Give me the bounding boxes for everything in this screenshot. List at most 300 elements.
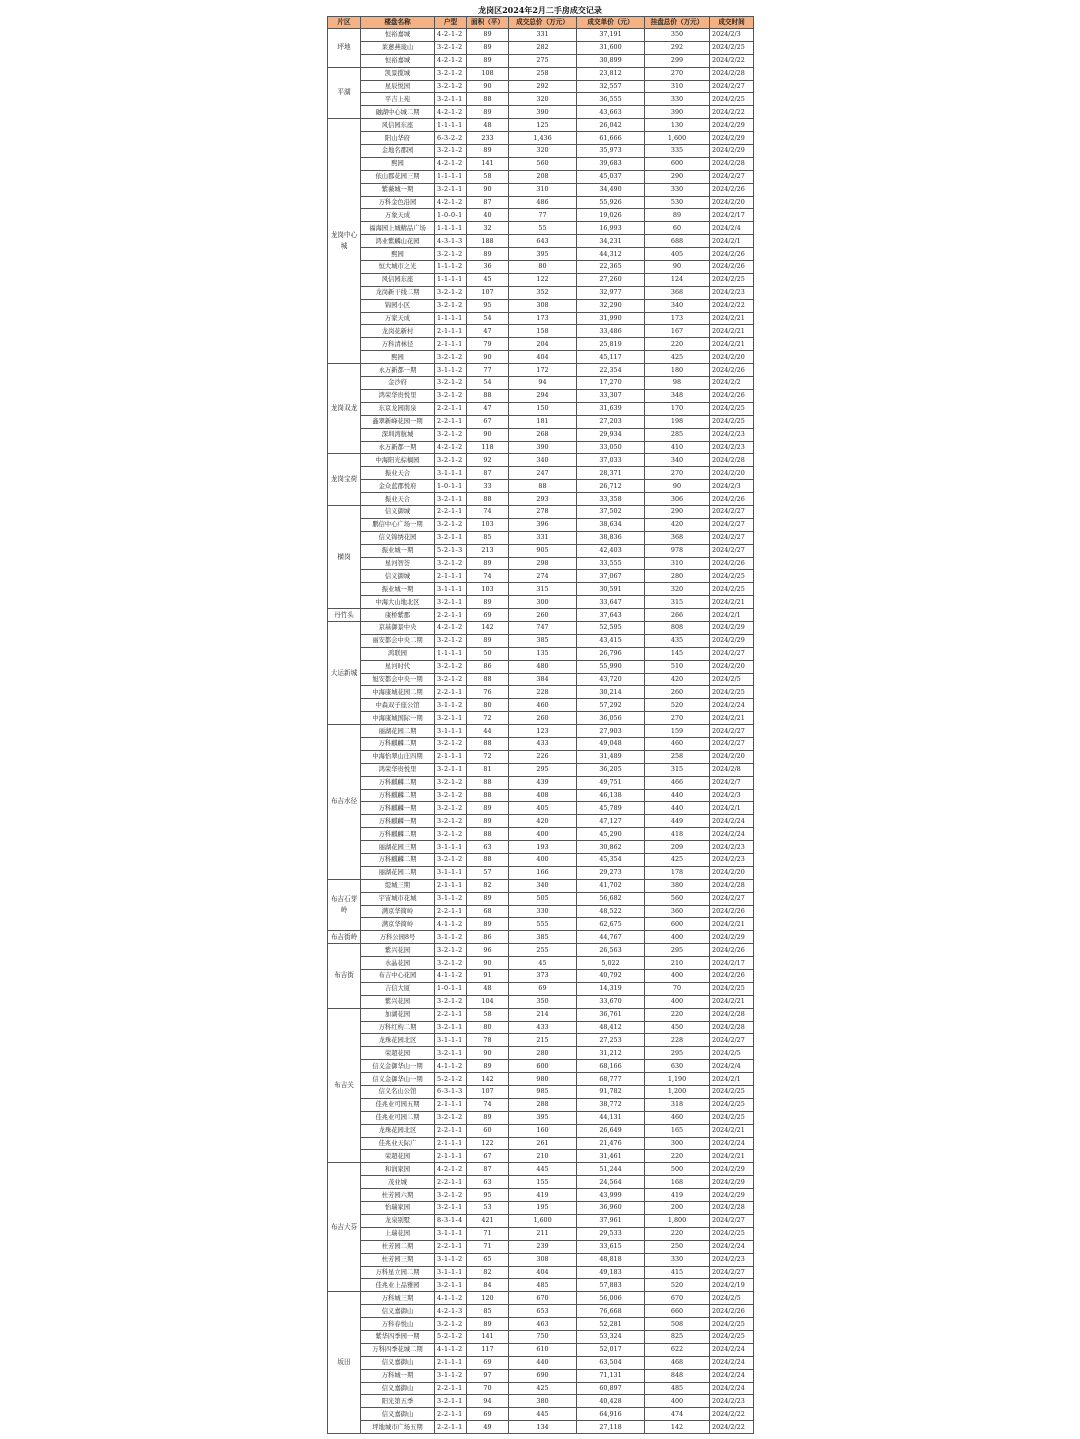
project-name-cell: 恒大城市之光: [361, 261, 435, 274]
table-row: [328, 1034, 754, 1047]
area-size-cell: 50: [467, 647, 509, 660]
unit-price-cell: 49,048: [577, 737, 645, 750]
layout-cell: 2-1-1-1: [435, 1150, 467, 1163]
unit-price-cell: 40,428: [577, 1395, 645, 1408]
layout-cell: 1-1-1-1: [435, 222, 467, 235]
table-row: [328, 1292, 754, 1305]
deal-date-cell: 2024/2/25: [710, 570, 754, 583]
deal-date-cell: 2024/2/23: [710, 286, 754, 299]
unit-price-cell: 43,415: [577, 634, 645, 647]
project-name-cell: 福海园上城精品广场: [361, 222, 435, 235]
listing-price-cell: 220: [645, 338, 710, 351]
deal-date-cell: 2024/2/26: [710, 557, 754, 570]
unit-price-cell: 33,486: [577, 325, 645, 338]
deal-total-cell: 258: [509, 67, 577, 80]
layout-cell: 3-2-1-2: [435, 673, 467, 686]
project-name-cell: 佳兆业天际广: [361, 1137, 435, 1150]
district-cell: 横岗: [328, 505, 361, 608]
deal-total-cell: 208: [509, 170, 577, 183]
unit-price-cell: 16,993: [577, 222, 645, 235]
deal-total-cell: 293: [509, 493, 577, 506]
deal-total-cell: 395: [509, 248, 577, 261]
unit-price-cell: 56,006: [577, 1292, 645, 1305]
deal-total-cell: 400: [509, 828, 577, 841]
deal-total-cell: 214: [509, 1008, 577, 1021]
deal-date-cell: 2024/2/27: [710, 1266, 754, 1279]
area-size-cell: 86: [467, 931, 509, 944]
layout-cell: 3-2-1-1: [435, 1047, 467, 1060]
listing-price-cell: 330: [645, 183, 710, 196]
area-size-cell: 80: [467, 699, 509, 712]
area-size-cell: 89: [467, 54, 509, 67]
unit-price-cell: 37,067: [577, 570, 645, 583]
table-row: [328, 918, 754, 931]
table-row: [328, 737, 754, 750]
deal-date-cell: 2024/2/4: [710, 222, 754, 235]
table-row: [328, 402, 754, 415]
table-row: [328, 441, 754, 454]
table-row: [328, 248, 754, 261]
layout-cell: 3-2-1-2: [435, 389, 467, 402]
area-size-cell: 85: [467, 531, 509, 544]
project-name-cell: 振业天合: [361, 467, 435, 480]
table-row: [328, 802, 754, 815]
listing-price-cell: 419: [645, 1189, 710, 1202]
deal-date-cell: 2024/2/29: [710, 145, 754, 158]
deal-total-cell: 320: [509, 93, 577, 106]
deal-total-cell: 340: [509, 879, 577, 892]
layout-cell: 2-1-1-1: [435, 750, 467, 763]
project-name-cell: 信义嘉御山: [361, 1356, 435, 1369]
deal-total-cell: 390: [509, 106, 577, 119]
listing-price-cell: 474: [645, 1408, 710, 1421]
area-size-cell: 88: [467, 854, 509, 867]
project-name-cell: 信义嘉御山: [361, 1305, 435, 1318]
layout-cell: 3-2-1-2: [435, 634, 467, 647]
deal-total-cell: 485: [509, 1279, 577, 1292]
deal-date-cell: 2024/2/25: [710, 1086, 754, 1099]
project-name-cell: 怡瑞家园: [361, 1202, 435, 1215]
listing-price-cell: 460: [645, 1111, 710, 1124]
project-name-cell: 龙岗花新村: [361, 325, 435, 338]
unit-price-cell: 36,205: [577, 763, 645, 776]
area-size-cell: 68: [467, 905, 509, 918]
project-name-cell: 金沙府: [361, 377, 435, 390]
listing-price-cell: 178: [645, 866, 710, 879]
table-row: [328, 1382, 754, 1395]
table-row: [328, 841, 754, 854]
listing-price-cell: 310: [645, 557, 710, 570]
area-size-cell: 90: [467, 80, 509, 93]
district-cell: 布吉石芽岭: [328, 879, 361, 931]
listing-price-cell: 808: [645, 621, 710, 634]
table-row: [328, 905, 754, 918]
deal-date-cell: 2024/2/27: [710, 518, 754, 531]
listing-price-cell: 435: [645, 634, 710, 647]
deal-total-cell: 445: [509, 1163, 577, 1176]
deal-total-cell: 300: [509, 596, 577, 609]
unit-price-cell: 34,490: [577, 183, 645, 196]
layout-cell: 3-1-1-1: [435, 1034, 467, 1047]
listing-price-cell: 180: [645, 364, 710, 377]
project-name-cell: 荣超花园: [361, 1150, 435, 1163]
layout-cell: 1-1-1-1: [435, 119, 467, 132]
project-name-cell: 信义嘉御山: [361, 1408, 435, 1421]
transaction-table: [327, 16, 754, 1434]
project-name-cell: 紫薇城一期: [361, 183, 435, 196]
project-name-cell: 鸿联园: [361, 647, 435, 660]
unit-price-cell: 36,761: [577, 1008, 645, 1021]
layout-cell: 3-2-1-2: [435, 377, 467, 390]
deal-total-cell: 239: [509, 1240, 577, 1253]
deal-date-cell: 2024/2/22: [710, 1421, 754, 1434]
area-size-cell: 47: [467, 325, 509, 338]
area-size-cell: 45: [467, 273, 509, 286]
layout-cell: 1-1-1-1: [435, 170, 467, 183]
unit-price-cell: 55,926: [577, 196, 645, 209]
layout-cell: 6-3-1-3: [435, 1086, 467, 1099]
table-row: [328, 312, 754, 325]
unit-price-cell: 17,270: [577, 377, 645, 390]
project-name-cell: 万科公园8号: [361, 931, 435, 944]
area-size-cell: 82: [467, 1266, 509, 1279]
layout-cell: 3-2-1-2: [435, 1318, 467, 1331]
listing-price-cell: 130: [645, 119, 710, 132]
project-name-cell: 风信园东座: [361, 273, 435, 286]
area-size-cell: 70: [467, 1382, 509, 1395]
unit-price-cell: 46,138: [577, 789, 645, 802]
unit-price-cell: 45,789: [577, 802, 645, 815]
table-row: [328, 93, 754, 106]
deal-date-cell: 2024/2/25: [710, 1111, 754, 1124]
deal-date-cell: 2024/2/29: [710, 119, 754, 132]
project-name-cell: 上瑞花园: [361, 1227, 435, 1240]
deal-date-cell: 2024/2/5: [710, 1047, 754, 1060]
table-row: [328, 222, 754, 235]
table-row: [328, 1279, 754, 1292]
table-row: [328, 750, 754, 763]
layout-cell: 2-2-1-1: [435, 1240, 467, 1253]
deal-total-cell: 268: [509, 428, 577, 441]
deal-total-cell: 460: [509, 699, 577, 712]
table-row: [328, 789, 754, 802]
deal-total-cell: 380: [509, 1395, 577, 1408]
deal-total-cell: 352: [509, 286, 577, 299]
listing-price-cell: 1,600: [645, 132, 710, 145]
area-size-cell: 76: [467, 686, 509, 699]
listing-price-cell: 520: [645, 1279, 710, 1292]
deal-date-cell: 2024/2/26: [710, 970, 754, 983]
deal-date-cell: 2024/2/17: [710, 957, 754, 970]
unit-price-cell: 14,319: [577, 982, 645, 995]
listing-price-cell: 600: [645, 157, 710, 170]
listing-price-cell: 98: [645, 377, 710, 390]
deal-total-cell: 373: [509, 970, 577, 983]
district-cell: 布吉关: [328, 1008, 361, 1163]
project-name-cell: 振业天合: [361, 493, 435, 506]
listing-price-cell: 220: [645, 1008, 710, 1021]
project-name-cell: 熙园: [361, 351, 435, 364]
project-name-cell: 万科清林径: [361, 338, 435, 351]
deal-date-cell: 2024/2/28: [710, 454, 754, 467]
deal-total-cell: 292: [509, 80, 577, 93]
listing-price-cell: 368: [645, 286, 710, 299]
table-row: [328, 1318, 754, 1331]
project-name-cell: 星河时代: [361, 660, 435, 673]
project-name-cell: 和润家园: [361, 1163, 435, 1176]
deal-total-cell: 480: [509, 660, 577, 673]
area-size-cell: 88: [467, 737, 509, 750]
deal-date-cell: 2024/2/21: [710, 596, 754, 609]
listing-price-cell: 220: [645, 1150, 710, 1163]
column-header: 片区: [328, 17, 361, 29]
layout-cell: 4-2-1-3: [435, 1305, 467, 1318]
deal-date-cell: 2024/2/26: [710, 364, 754, 377]
table-row: [328, 1240, 754, 1253]
unit-price-cell: 33,670: [577, 995, 645, 1008]
project-name-cell: 杜芳园六期: [361, 1189, 435, 1202]
unit-price-cell: 27,253: [577, 1034, 645, 1047]
deal-total-cell: 420: [509, 815, 577, 828]
column-header: 挂盘总价（万元）: [645, 17, 710, 29]
listing-price-cell: 390: [645, 106, 710, 119]
listing-price-cell: 449: [645, 815, 710, 828]
listing-price-cell: 70: [645, 982, 710, 995]
deal-date-cell: 2024/2/29: [710, 1176, 754, 1189]
layout-cell: 2-2-1-1: [435, 1124, 467, 1137]
listing-price-cell: 320: [645, 583, 710, 596]
area-size-cell: 120: [467, 1292, 509, 1305]
unit-price-cell: 41,702: [577, 879, 645, 892]
project-name-cell: 深圳湾航城: [361, 428, 435, 441]
area-size-cell: 103: [467, 583, 509, 596]
deal-date-cell: 2024/2/25: [710, 402, 754, 415]
deal-date-cell: 2024/2/4: [710, 1060, 754, 1073]
table-row: [328, 80, 754, 93]
unit-price-cell: 44,131: [577, 1111, 645, 1124]
project-name-cell: 丽湖花园三期: [361, 841, 435, 854]
table-row: [328, 686, 754, 699]
project-name-cell: 万科麒麟二期: [361, 737, 435, 750]
deal-date-cell: 2024/2/27: [710, 725, 754, 738]
listing-price-cell: 460: [645, 737, 710, 750]
deal-total-cell: 308: [509, 1253, 577, 1266]
unit-price-cell: 33,647: [577, 596, 645, 609]
project-name-cell: 万科城一期: [361, 1369, 435, 1382]
table-row: [328, 1214, 754, 1227]
deal-total-cell: 226: [509, 750, 577, 763]
unit-price-cell: 62,675: [577, 918, 645, 931]
table-row: [328, 660, 754, 673]
area-size-cell: 107: [467, 286, 509, 299]
deal-total-cell: 440: [509, 1356, 577, 1369]
project-name-cell: 满京华简岭: [361, 918, 435, 931]
table-row: [328, 493, 754, 506]
listing-price-cell: 630: [645, 1060, 710, 1073]
area-size-cell: 88: [467, 389, 509, 402]
area-size-cell: 87: [467, 1163, 509, 1176]
unit-price-cell: 34,231: [577, 235, 645, 248]
deal-date-cell: 2024/2/28: [710, 67, 754, 80]
project-name-cell: 金众蓝郡悦府: [361, 480, 435, 493]
listing-price-cell: 622: [645, 1343, 710, 1356]
unit-price-cell: 57,292: [577, 699, 645, 712]
area-size-cell: 40: [467, 209, 509, 222]
deal-date-cell: 2024/2/27: [710, 544, 754, 557]
area-size-cell: 89: [467, 892, 509, 905]
deal-total-cell: 560: [509, 157, 577, 170]
deal-date-cell: 2024/2/7: [710, 776, 754, 789]
project-name-cell: 信义名山公馆: [361, 1086, 435, 1099]
area-size-cell: 88: [467, 673, 509, 686]
listing-price-cell: 400: [645, 1395, 710, 1408]
deal-total-cell: 80: [509, 261, 577, 274]
listing-price-cell: 560: [645, 892, 710, 905]
area-size-cell: 74: [467, 570, 509, 583]
deal-total-cell: 247: [509, 467, 577, 480]
deal-total-cell: 275: [509, 54, 577, 67]
area-size-cell: 86: [467, 660, 509, 673]
area-size-cell: 67: [467, 415, 509, 428]
area-size-cell: 94: [467, 1395, 509, 1408]
table-row: [328, 1356, 754, 1369]
deal-date-cell: 2024/2/5: [710, 1292, 754, 1305]
table-row: [328, 995, 754, 1008]
unit-price-cell: 45,290: [577, 828, 645, 841]
listing-price-cell: 688: [645, 235, 710, 248]
deal-date-cell: 2024/2/25: [710, 583, 754, 596]
unit-price-cell: 26,563: [577, 944, 645, 957]
listing-price-cell: 600: [645, 918, 710, 931]
deal-date-cell: 2024/2/24: [710, 828, 754, 841]
unit-price-cell: 26,042: [577, 119, 645, 132]
layout-cell: 3-2-1-2: [435, 428, 467, 441]
project-name-cell: 佳兆业可园五期: [361, 1098, 435, 1111]
layout-cell: 3-2-1-2: [435, 145, 467, 158]
project-name-cell: 恒裕嘉城: [361, 54, 435, 67]
deal-total-cell: 385: [509, 931, 577, 944]
layout-cell: 3-2-1-1: [435, 493, 467, 506]
project-name-cell: 中海康城国际一期: [361, 712, 435, 725]
deal-total-cell: 261: [509, 1137, 577, 1150]
area-size-cell: 74: [467, 1098, 509, 1111]
layout-cell: 1-1-1-1: [435, 312, 467, 325]
listing-price-cell: 306: [645, 493, 710, 506]
deal-date-cell: 2024/2/27: [710, 505, 754, 518]
listing-price-cell: 270: [645, 712, 710, 725]
area-size-cell: 92: [467, 454, 509, 467]
deal-date-cell: 2024/2/21: [710, 995, 754, 1008]
district-cell: 丹竹头: [328, 609, 361, 622]
unit-price-cell: 61,666: [577, 132, 645, 145]
table-row: [328, 377, 754, 390]
project-name-cell: 鸿荣华贵悦里: [361, 389, 435, 402]
listing-price-cell: 258: [645, 750, 710, 763]
area-size-cell: 213: [467, 544, 509, 557]
project-name-cell: 万科麒麟二期: [361, 854, 435, 867]
project-name-cell: 振业城一期: [361, 544, 435, 557]
deal-total-cell: 486: [509, 196, 577, 209]
deal-date-cell: 2024/2/26: [710, 183, 754, 196]
unit-price-cell: 25,819: [577, 338, 645, 351]
unit-price-cell: 32,977: [577, 286, 645, 299]
unit-price-cell: 31,600: [577, 41, 645, 54]
layout-cell: 3-2-1-2: [435, 67, 467, 80]
area-size-cell: 96: [467, 944, 509, 957]
layout-cell: 4-1-1-2: [435, 1292, 467, 1305]
deal-total-cell: 173: [509, 312, 577, 325]
unit-price-cell: 36,056: [577, 712, 645, 725]
project-name-cell: 康桥紫郡: [361, 609, 435, 622]
project-name-cell: 信义御城: [361, 570, 435, 583]
deal-total-cell: 331: [509, 531, 577, 544]
layout-cell: 3-1-1-1: [435, 1227, 467, 1240]
project-name-cell: 杜芳园三期: [361, 1253, 435, 1266]
layout-cell: 3-2-1-2: [435, 957, 467, 970]
layout-cell: 4-1-1-2: [435, 970, 467, 983]
listing-price-cell: 418: [645, 828, 710, 841]
listing-price-cell: 825: [645, 1330, 710, 1343]
listing-price-cell: 420: [645, 673, 710, 686]
table-row: [328, 454, 754, 467]
unit-price-cell: 37,961: [577, 1214, 645, 1227]
deal-date-cell: 2024/2/23: [710, 1395, 754, 1408]
district-cell: 龙岗中心城: [328, 119, 361, 364]
deal-total-cell: 125: [509, 119, 577, 132]
deal-total-cell: 94: [509, 377, 577, 390]
deal-total-cell: 330: [509, 905, 577, 918]
deal-date-cell: 2024/2/24: [710, 1369, 754, 1382]
layout-cell: 3-2-1-1: [435, 1021, 467, 1034]
table-row: [328, 1305, 754, 1318]
listing-price-cell: 468: [645, 1356, 710, 1369]
unit-price-cell: 27,260: [577, 273, 645, 286]
deal-date-cell: 2024/2/26: [710, 1305, 754, 1318]
project-name-cell: 平吉上苑: [361, 93, 435, 106]
area-size-cell: 89: [467, 29, 509, 42]
project-name-cell: 水晶花园: [361, 957, 435, 970]
table-row: [328, 866, 754, 879]
unit-price-cell: 64,916: [577, 1408, 645, 1421]
listing-price-cell: 299: [645, 54, 710, 67]
deal-date-cell: 2024/2/20: [710, 467, 754, 480]
listing-price-cell: 1,200: [645, 1086, 710, 1099]
deal-total-cell: 505: [509, 892, 577, 905]
project-name-cell: 吉信大厦: [361, 982, 435, 995]
project-name-cell: 万科麒麟一期: [361, 815, 435, 828]
deal-total-cell: 433: [509, 1021, 577, 1034]
deal-date-cell: 2024/2/25: [710, 1330, 754, 1343]
unit-price-cell: 55,990: [577, 660, 645, 673]
deal-total-cell: 298: [509, 557, 577, 570]
area-size-cell: 57: [467, 866, 509, 879]
listing-price-cell: 250: [645, 1240, 710, 1253]
listing-price-cell: 450: [645, 1021, 710, 1034]
project-name-cell: 丽安都会中央二期: [361, 634, 435, 647]
deal-total-cell: 135: [509, 647, 577, 660]
area-size-cell: 60: [467, 1124, 509, 1137]
table-row: [328, 1369, 754, 1382]
area-size-cell: 54: [467, 377, 509, 390]
area-size-cell: 118: [467, 441, 509, 454]
listing-price-cell: 340: [645, 454, 710, 467]
deal-date-cell: 2024/2/1: [710, 802, 754, 815]
unit-price-cell: 37,191: [577, 29, 645, 42]
deal-date-cell: 2024/2/24: [710, 1356, 754, 1369]
table-row: [328, 1086, 754, 1099]
unit-price-cell: 22,365: [577, 261, 645, 274]
deal-date-cell: 2024/2/21: [710, 338, 754, 351]
